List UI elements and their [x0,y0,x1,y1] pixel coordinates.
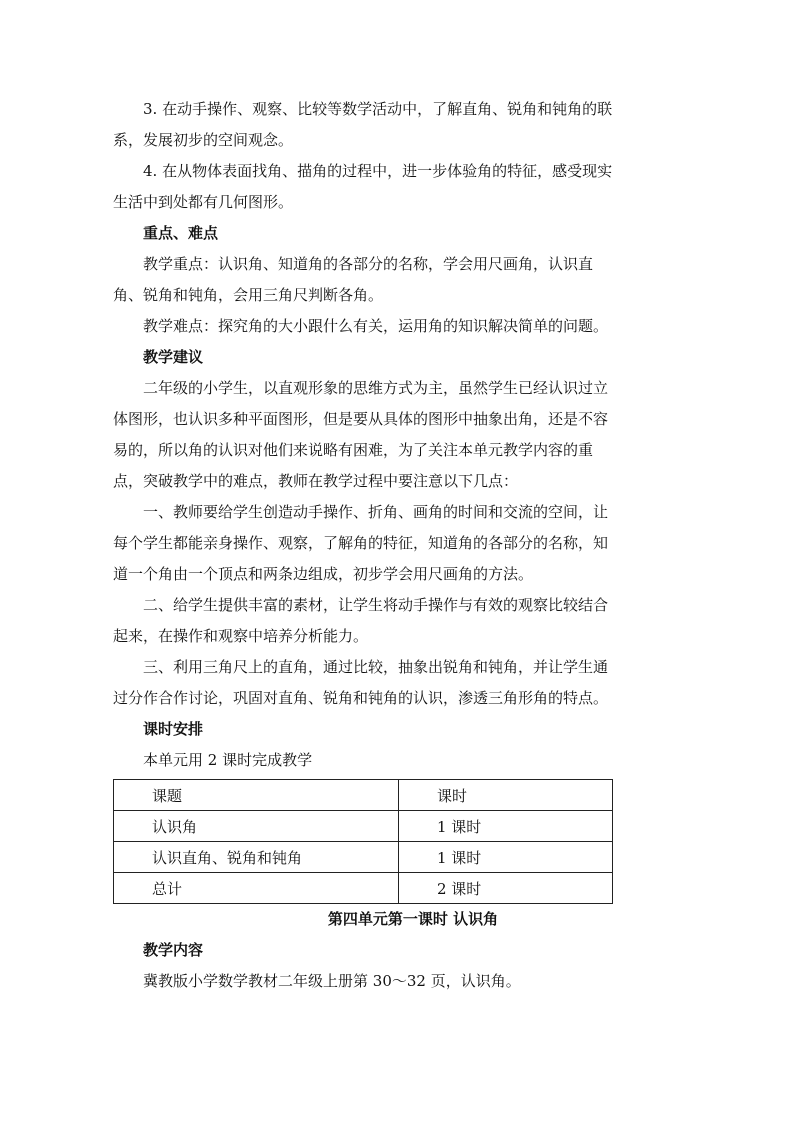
suggestion-1: 一、教师要给学生创造动手操作、折角、画角的时间和交流的空间，让每个学生都能亲身操作、观察，了解角的特征，知道角的各部分的名称，知道一个角由一个顶点和两条边组成，初步学会用尺画角的方法。 [113,503,609,583]
table-row [114,873,613,904]
table-header-hours: 课时 [399,780,613,811]
suggestion-intro: 二年级的小学生，以直观形象的思维方式为主，虽然学生已经认识过立体图形，也认识多种平面图形，但是要从具体的图形中抽象出角，还是不容易的，所以角的认识对他们来说略有困难，为了关注本单元教学内容的重点，突破教学中的难点，教师在教学过程中要注意以下几点： [113,379,609,490]
table-cell-hours: 1 课时 [399,842,613,873]
key-points-heading: 重点、难点 [143,224,219,242]
lesson-content-heading: 教学内容 [143,941,204,959]
schedule-intro: 本单元用 2 课时完成教学 [143,751,313,769]
suggestions-heading: 教学建议 [143,348,204,366]
table-header-row [114,780,613,811]
document-body [113,94,613,997]
schedule-heading: 课时安排 [143,720,204,738]
table-cell-topic: 认识角 [114,811,399,842]
objective-3: 3. 在动手操作、观察、比较等数学活动中，了解直角、锐角和钝角的联系，发展初步的空间观念。 [113,100,613,149]
table-header-topic: 课题 [114,780,399,811]
table-cell-topic: 总计 [114,873,399,904]
lesson-content-text: 冀教版小学数学教材二年级上册第 30～32 页，认识角。 [143,972,521,990]
teaching-difficulty: 教学难点：探究角的大小跟什么有关，运用角的知识解决简单的问题。 [143,317,609,335]
table-cell-topic: 认识直角、锐角和钝角 [114,842,399,873]
table-row [114,811,613,842]
schedule-table [113,779,613,904]
suggestion-2: 二、给学生提供丰富的素材，让学生将动手操作与有效的观察比较结合起来，在操作和观察中培养分析能力。 [113,596,609,645]
table-cell-hours: 1 课时 [399,811,613,842]
suggestion-3: 三、利用三角尺上的直角，通过比较，抽象出锐角和钝角，并让学生通过分作合作讨论，巩固对直角、锐角和钝角的认识，渗透三角形角的特点。 [113,658,609,707]
objective-4: 4. 在从物体表面找角、描角的过程中，进一步体验角的特征，感受现实生活中到处都有几何图形。 [113,162,613,211]
lesson-title: 第四单元第一课时 认识角 [327,910,499,928]
table-row [114,842,613,873]
table-cell-hours: 2 课时 [399,873,613,904]
teaching-focus: 教学重点：认识角、知道角的各部分的名称，学会用尺画角，认识直角、锐角和钝角，会用三角尺判断各角。 [113,255,594,304]
